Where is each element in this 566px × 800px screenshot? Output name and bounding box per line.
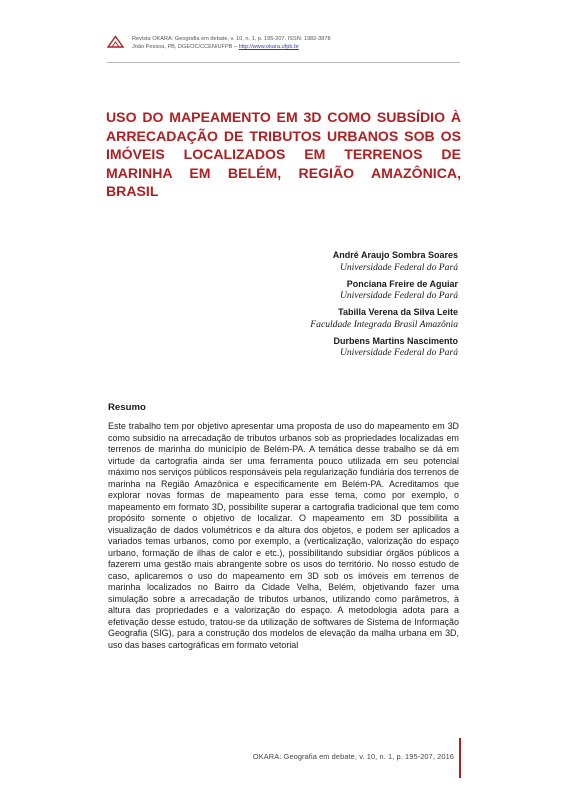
journal-location (132, 43, 331, 51)
author-name: Ponciana Freire de Aguiar (346, 278, 458, 289)
author-list (310, 250, 458, 364)
journal-website-link[interactable]: http://www.okara.ufpb.br (238, 44, 299, 50)
author-institution: Faculdade Integrada Brasil Amazônia (310, 318, 458, 330)
header-divider (107, 62, 460, 63)
author-institution: Universidade Federal do Pará (339, 261, 458, 273)
author-institution: Universidade Federal do Pará (339, 290, 458, 301)
journal-header (132, 35, 331, 51)
author-name: André Araujo Sombra Soares (332, 250, 458, 260)
footer-accent-bar (459, 738, 461, 778)
author-name: Tabilla Verena da Silva Leite (338, 307, 458, 317)
page-footer: OKARA: Geografia em debate, v. 10, n. 1, p. 195-207, 2016 (252, 752, 454, 761)
author-block (310, 336, 458, 359)
journal-location-prefix: João Pessoa, PB, DGEOC/CCEN/UFPB – (132, 44, 239, 50)
author-block (310, 307, 458, 330)
author-block (310, 279, 458, 302)
article-title: USO DO MAPEAMENTO EM 3D COMO SUBSÍDIO À ARRECADAÇÃO DE TRIBUTOS URBANOS SOB OS IMÓVEIS LOCALIZADOS EM TERRENOS DE MARINHA EM BELÉM, REGIÃO AMAZÔNICA, BRASIL (106, 109, 461, 200)
author-name: Durbens Martins Nascimento (333, 335, 458, 346)
author-block (310, 250, 458, 273)
okara-logo-icon (107, 35, 124, 49)
abstract-text: Este trabalho tem por objetivo apresentar uma proposta de uso do mapeamento em 3D como subsidio na arrecadação de tributos urbanos sob as propriedades localizadas em terrenos de marinha do município de Belém-PA. A temática desse trabalho se dá em virtude da cartografia ainda ser uma ferramenta pouco utilizada em seu potencial máximo nos serviços públicos responsáveis pela regularização fundiária dos terrenos de marinha na Região Amazônica e especificamente em Belém-PA. Acreditamos que explorar novas formas de mapeamento para esse tema, como por exemplo, o mapeamento em formato 3D, possibilite superar a cartografia tradicional que tem como propósito somente o objetivo de localizar. O mapeamento em 3D possibilita a visualização de dados volumétricos e da altura dos objetos, e podem ser aplicados a variados temas urbanos, como por exemplo, a (verticalização, valorização do espaço urbano, formação de ilhas de calor e etc.), possibilitando subsidiar órgãos públicos a fazerem uma gestão mais abrangente sobre os usos do território. No nosso estudo de caso, aplicaremos o uso do mapeamento em 3D sob os imóveis em terrenos de marinha localizados no Bairro da Cidade Velha, Belém, objetivando fazer uma simulação sobre a arrecadação de tributos urbanos, utilizando como parâmetros, à altura das propriedades e a valorização do espaço. A metodologia adota para a efetivação desse estudo, tratou-se da utilização de softwares de Sistema de Informação Geografia (SIG), para a construção dos modelos de elevação da malha urbana em 3D, uso das bases cartográficas em formato vetorial (108, 421, 459, 650)
abstract-heading: Resumo (108, 402, 146, 413)
journal-citation: Revista OKARA: Geografia em debate, v. 10, n. 1, p. 195-207. ISSN: 1982-3878 (132, 36, 331, 42)
author-institution: Universidade Federal do Pará (339, 347, 458, 358)
